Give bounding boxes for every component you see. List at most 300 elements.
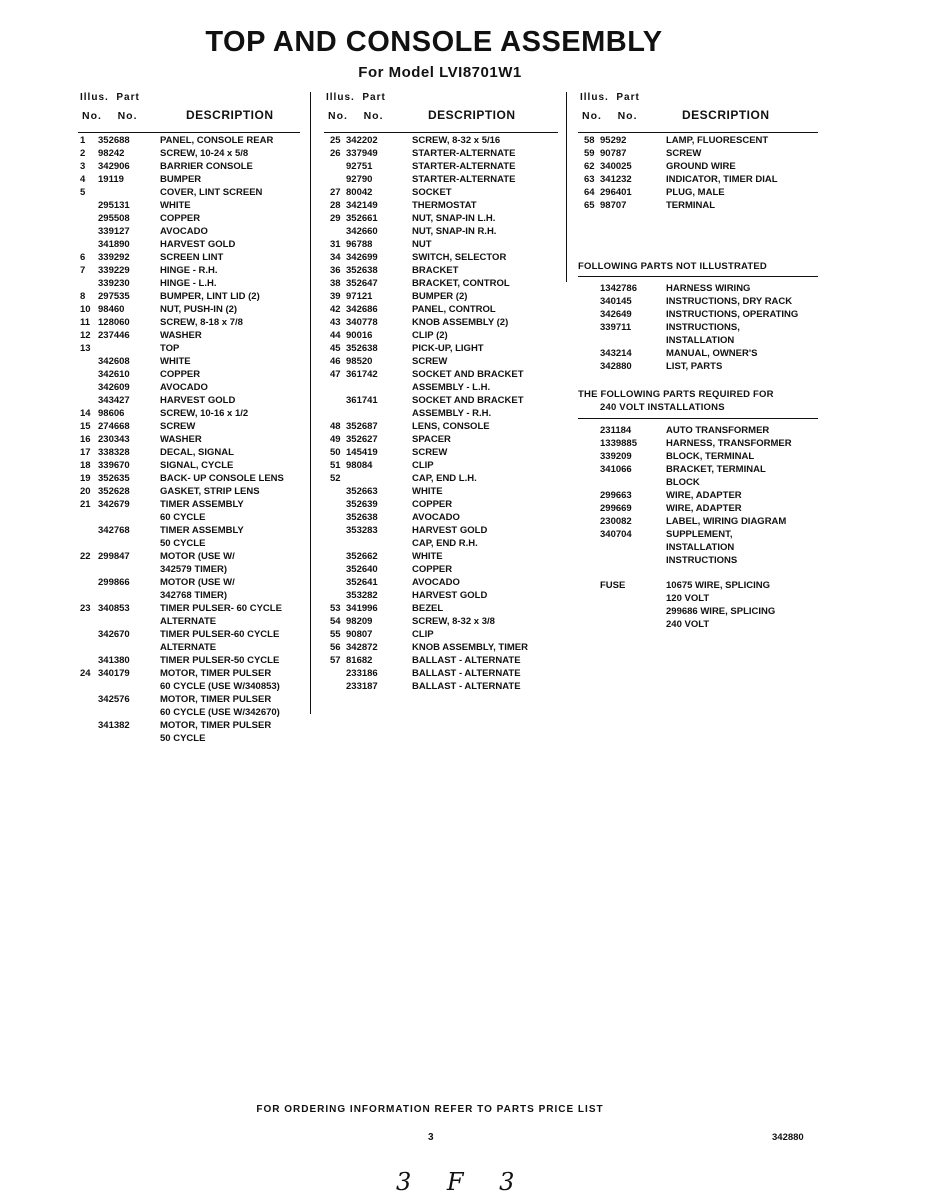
header-illus-part: Illus. Part: [580, 92, 640, 103]
part-description: LIST, PARTS: [666, 361, 723, 372]
part-description: WASHER: [160, 434, 202, 445]
part-description: NUT, SNAP-IN R.H.: [412, 226, 497, 237]
part-row: [324, 148, 558, 161]
part-number: 98606: [98, 408, 125, 419]
part-row: [78, 590, 300, 603]
handwritten-page-note: 3 F 3: [396, 1168, 529, 1196]
part-number: 80042: [346, 187, 373, 198]
part-row: [324, 343, 558, 356]
part-description: TOP: [160, 343, 180, 354]
part-description: HARVEST GOLD: [412, 525, 488, 536]
part-description: BACK- UP CONSOLE LENS: [160, 473, 284, 484]
illus-number: 24: [80, 668, 91, 679]
illus-number: 13: [80, 343, 91, 354]
part-row: [78, 187, 300, 200]
part-row: [578, 464, 818, 477]
part-description: BARRIER CONSOLE: [160, 161, 253, 172]
part-number: 230082: [600, 516, 632, 527]
part-number: 237446: [98, 330, 130, 341]
illus-number: 49: [330, 434, 341, 445]
part-description: 342768 TIMER): [160, 590, 228, 601]
part-description: WHITE: [412, 551, 443, 562]
part-description: TIMER PULSER-60 CYCLE: [160, 629, 280, 640]
part-description: MOTOR, TIMER PULSER: [160, 694, 272, 705]
part-row: [578, 425, 818, 438]
illus-number: 10: [80, 304, 91, 315]
part-number: 353283: [346, 525, 378, 536]
part-number: 342768: [98, 525, 130, 536]
section-rule: [578, 418, 818, 419]
part-row: [78, 226, 300, 239]
part-number: 338328: [98, 447, 130, 458]
part-row: [324, 291, 558, 304]
part-row: [78, 369, 300, 382]
part-number: 342699: [346, 252, 378, 263]
illus-number: 8: [80, 291, 86, 302]
part-number: 339292: [98, 252, 130, 263]
part-number: 92751: [346, 161, 373, 172]
part-description: BRACKET: [412, 265, 459, 276]
illus-number: 58: [584, 135, 595, 146]
parts-list: [324, 135, 558, 694]
part-number: 342149: [346, 200, 378, 211]
part-description: CAP, END L.H.: [412, 473, 477, 484]
240-volt-section: [578, 388, 818, 568]
part-description: KNOB ASSEMBLY, TIMER: [412, 642, 528, 653]
part-row: [324, 525, 558, 538]
illus-number: 14: [80, 408, 91, 419]
part-row: [78, 304, 300, 317]
illus-number: 64: [584, 187, 595, 198]
part-description: SCREW: [412, 356, 448, 367]
part-description: 60 CYCLE (USE W/342670): [160, 707, 280, 718]
part-description: 50 CYCLE: [160, 733, 206, 744]
part-description: INSTRUCTIONS: [666, 555, 738, 566]
part-row: [78, 616, 300, 629]
part-description: GROUND WIRE: [666, 161, 736, 172]
part-number: 343427: [98, 395, 130, 406]
part-number: 19119: [98, 174, 124, 185]
part-description: 120 VOLT: [666, 593, 710, 604]
part-description: MOTOR, TIMER PULSER: [160, 668, 272, 679]
part-description: THERMOSTAT: [412, 200, 477, 211]
part-description: COPPER: [160, 369, 201, 380]
part-number: 98242: [98, 148, 125, 159]
part-description: SOCKET: [412, 187, 452, 198]
part-number: 90807: [346, 629, 373, 640]
part-row: [78, 733, 300, 746]
part-description: SOCKET AND BRACKET: [412, 395, 524, 406]
part-row: [78, 525, 300, 538]
header-no: No. No.: [82, 110, 138, 122]
part-description: STARTER-ALTERNATE: [412, 174, 516, 185]
part-description: BRACKET, CONTROL: [412, 278, 510, 289]
part-row: [324, 369, 558, 382]
part-row: [578, 619, 818, 632]
part-description: SCREW, 10-16 x 1/2: [160, 408, 249, 419]
part-number: 352638: [346, 265, 378, 276]
illus-number: 4: [80, 174, 86, 185]
part-row: [324, 603, 558, 616]
part-description: INSTRUCTIONS, DRY RACK: [666, 296, 793, 307]
part-row: [78, 460, 300, 473]
part-row: [578, 555, 818, 568]
part-row: [78, 265, 300, 278]
part-description: SPACER: [412, 434, 451, 445]
illus-number: 65: [584, 200, 595, 211]
part-number: 340704: [600, 529, 632, 540]
part-number: 342609: [98, 382, 130, 393]
illus-number: 34: [330, 252, 341, 263]
part-description: AVOCADO: [160, 226, 208, 237]
model-subtitle: For Model LVI8701W1: [358, 64, 522, 81]
page-number: 3: [428, 1132, 434, 1143]
fuse-section: [578, 580, 818, 632]
part-description: AVOCADO: [412, 577, 460, 588]
illus-number: 31: [330, 239, 341, 250]
part-row: [578, 606, 818, 619]
header-no: No. No.: [328, 110, 384, 122]
part-row: [324, 187, 558, 200]
illus-number: 57: [330, 655, 341, 666]
part-row: [578, 490, 818, 503]
illus-number: 26: [330, 148, 341, 159]
part-number: 296401: [600, 187, 632, 198]
illus-number: 7: [80, 265, 86, 276]
illus-number: 27: [330, 187, 341, 198]
part-row: [78, 629, 300, 642]
part-number: 341890: [98, 239, 130, 250]
part-description: ASSEMBLY - R.H.: [412, 408, 492, 419]
illus-number: 63: [584, 174, 595, 185]
ordering-footer: FOR ORDERING INFORMATION REFER TO PARTS PRICE LIST: [256, 1104, 604, 1115]
part-description: GASKET, STRIP LENS: [160, 486, 260, 497]
illus-number: 25: [330, 135, 341, 146]
part-row: [324, 473, 558, 486]
part-number: 339670: [98, 460, 130, 471]
part-row: [324, 655, 558, 668]
part-row: [578, 148, 818, 161]
part-number: 98460: [98, 304, 125, 315]
part-description: AUTO TRANSFORMER: [666, 425, 770, 436]
illus-number: 18: [80, 460, 91, 471]
part-description: INDICATOR, TIMER DIAL: [666, 174, 778, 185]
part-number: 339127: [98, 226, 130, 237]
part-description: AVOCADO: [160, 382, 208, 393]
part-row: [578, 438, 818, 451]
illus-number: 12: [80, 330, 91, 341]
part-row: [78, 538, 300, 551]
part-row: [78, 213, 300, 226]
part-row: [324, 577, 558, 590]
part-number: 341380: [98, 655, 130, 666]
part-description: STARTER-ALTERNATE: [412, 161, 516, 172]
part-row: [324, 486, 558, 499]
part-description: 60 CYCLE: [160, 512, 206, 523]
illus-number: 11: [80, 317, 91, 328]
part-row: [324, 317, 558, 330]
part-number: 352661: [346, 213, 378, 224]
part-number: 81682: [346, 655, 373, 666]
column-header: [324, 92, 558, 132]
part-description: CAP, END R.H.: [412, 538, 478, 549]
part-description: 10675 WIRE, SPLICING: [666, 580, 771, 591]
part-number: 233187: [346, 681, 378, 692]
part-description: TIMER ASSEMBLY: [160, 499, 244, 510]
part-number: 352628: [98, 486, 130, 497]
part-description: ALTERNATE: [160, 616, 217, 627]
part-number: 90787: [600, 148, 627, 159]
part-row: [578, 477, 818, 490]
part-row: [578, 593, 818, 606]
part-row: [78, 252, 300, 265]
part-description: 299686 WIRE, SPLICING: [666, 606, 776, 617]
part-number: 342576: [98, 694, 130, 705]
illus-number: 46: [330, 356, 341, 367]
part-description: INSTRUCTIONS, OPERATING: [666, 309, 799, 320]
part-description: SCREW: [666, 148, 702, 159]
header-rule: [324, 132, 558, 133]
part-row: [324, 681, 558, 694]
part-row: [578, 135, 818, 148]
part-description: HARNESS WIRING: [666, 283, 751, 294]
part-row: [324, 551, 558, 564]
240-volt-heading-line-1: THE FOLLOWING PARTS REQUIRED FOR: [578, 389, 774, 400]
header-description: DESCRIPTION: [682, 108, 770, 122]
part-number: 342906: [98, 161, 130, 172]
illus-number: 6: [80, 252, 86, 263]
240-volt-list: [578, 425, 818, 568]
header-rule: [78, 132, 300, 133]
illus-number: 43: [330, 317, 341, 328]
parts-column-1: [78, 92, 300, 746]
part-number: 92790: [346, 174, 373, 185]
part-row: [78, 382, 300, 395]
part-row: [324, 382, 558, 395]
part-row: [78, 278, 300, 291]
part-number: 231184: [600, 425, 632, 436]
part-description: 240 VOLT: [666, 619, 710, 630]
part-description: STARTER-ALTERNATE: [412, 148, 516, 159]
part-row: [578, 529, 818, 542]
part-number: FUSE: [600, 580, 626, 591]
part-row: [78, 161, 300, 174]
part-description: SCREW, 8-32 x 5/16: [412, 135, 501, 146]
illus-number: 44: [330, 330, 341, 341]
part-number: 97121: [346, 291, 373, 302]
part-row: [324, 408, 558, 421]
part-row: [578, 283, 818, 296]
part-number: 342649: [600, 309, 632, 320]
part-row: [578, 187, 818, 200]
illus-number: 28: [330, 200, 341, 211]
part-description: NUT: [412, 239, 432, 250]
part-description: 50 CYCLE: [160, 538, 206, 549]
part-row: [78, 564, 300, 577]
part-description: SUPPLEMENT,: [666, 529, 733, 540]
part-row: [324, 356, 558, 369]
part-number: 342608: [98, 356, 130, 367]
parts-list: [578, 135, 818, 213]
not-illustrated-heading: FOLLOWING PARTS NOT ILLUSTRATED: [578, 261, 767, 272]
part-row: [324, 564, 558, 577]
illus-number: 53: [330, 603, 341, 614]
part-number: 342610: [98, 369, 130, 380]
part-row: [324, 447, 558, 460]
part-number: 352687: [346, 421, 378, 432]
part-row: [78, 512, 300, 525]
part-number: 352663: [346, 486, 378, 497]
part-number: 352638: [346, 512, 378, 523]
part-description: LAMP, FLUORESCENT: [666, 135, 769, 146]
part-description: HARNESS, TRANSFORMER: [666, 438, 792, 449]
header-illus-part: Illus. Part: [80, 92, 140, 103]
header-description: DESCRIPTION: [186, 108, 274, 122]
part-description: SCREW, 8-32 x 3/8: [412, 616, 495, 627]
part-description: BUMPER (2): [412, 291, 468, 302]
part-row: [324, 499, 558, 512]
part-row: [78, 135, 300, 148]
part-description: SOCKET AND BRACKET: [412, 369, 524, 380]
part-description: INSTALLATION: [666, 335, 735, 346]
part-description: SCREW, 8-18 x 7/8: [160, 317, 243, 328]
part-row: [578, 296, 818, 309]
part-row: [78, 486, 300, 499]
illus-number: 42: [330, 304, 341, 315]
part-description: CLIP: [412, 629, 434, 640]
part-row: [578, 580, 818, 593]
part-row: [78, 447, 300, 460]
part-description: BEZEL: [412, 603, 444, 614]
part-row: [578, 322, 818, 335]
part-number: 341232: [600, 174, 632, 185]
part-description: TIMER PULSER-50 CYCLE: [160, 655, 280, 666]
part-row: [78, 421, 300, 434]
part-number: 342202: [346, 135, 378, 146]
part-row: [78, 499, 300, 512]
part-number: 98209: [346, 616, 373, 627]
part-description: COPPER: [412, 564, 453, 575]
part-row: [578, 361, 818, 374]
part-row: [78, 473, 300, 486]
part-number: 342679: [98, 499, 130, 510]
part-row: [578, 542, 818, 555]
part-description: BRACKET, TERMINAL: [666, 464, 766, 475]
part-row: [324, 421, 558, 434]
page-title: TOP AND CONSOLE ASSEMBLY: [205, 26, 663, 58]
illus-number: 19: [80, 473, 91, 484]
part-row: [324, 239, 558, 252]
part-number: 230343: [98, 434, 130, 445]
illus-number: 48: [330, 421, 341, 432]
part-number: 342880: [600, 361, 632, 372]
part-description: MOTOR, TIMER PULSER: [160, 720, 272, 731]
part-row: [578, 335, 818, 348]
part-row: [78, 434, 300, 447]
part-description: WASHER: [160, 330, 202, 341]
part-description: BALLAST - ALTERNATE: [412, 655, 521, 666]
part-number: 352639: [346, 499, 378, 510]
part-row: [78, 707, 300, 720]
part-number: 352641: [346, 577, 378, 588]
part-row: [324, 135, 558, 148]
part-row: [324, 174, 558, 187]
part-description: AVOCADO: [412, 512, 460, 523]
240-volt-heading-line-2: 240 VOLT INSTALLATIONS: [600, 402, 725, 413]
not-illustrated-section: [578, 261, 818, 374]
column-divider: [310, 92, 311, 714]
part-row: [578, 451, 818, 464]
part-row: [578, 516, 818, 529]
part-row: [578, 348, 818, 361]
part-description: HARVEST GOLD: [160, 239, 236, 250]
part-row: [78, 317, 300, 330]
illus-number: 59: [584, 148, 595, 159]
part-number: 98520: [346, 356, 373, 367]
part-number: 339209: [600, 451, 632, 462]
part-number: 299663: [600, 490, 632, 501]
part-description: DECAL, SIGNAL: [160, 447, 234, 458]
illus-number: 21: [80, 499, 91, 510]
part-number: 352647: [346, 278, 378, 289]
part-number: 339229: [98, 265, 130, 276]
illus-number: 3: [80, 161, 86, 172]
part-row: [78, 577, 300, 590]
part-description: ASSEMBLY - L.H.: [412, 382, 491, 393]
illus-number: 17: [80, 447, 91, 458]
part-description: BALLAST - ALTERNATE: [412, 681, 521, 692]
part-description: TERMINAL: [666, 200, 716, 211]
part-row: [78, 200, 300, 213]
illus-number: 22: [80, 551, 91, 562]
part-description: COVER, LINT SCREEN: [160, 187, 263, 198]
part-description: INSTALLATION: [666, 542, 735, 553]
illus-number: 29: [330, 213, 341, 224]
part-description: HARVEST GOLD: [160, 395, 236, 406]
part-row: [78, 720, 300, 733]
part-row: [578, 309, 818, 322]
part-number: 145419: [346, 447, 378, 458]
part-number: 341066: [600, 464, 632, 475]
part-number: 98707: [600, 200, 627, 211]
part-description: BALLAST - ALTERNATE: [412, 668, 521, 679]
illus-number: 55: [330, 629, 341, 640]
header-illus-part: Illus. Part: [326, 92, 386, 103]
part-row: [78, 343, 300, 356]
part-description: BUMPER, LINT LID (2): [160, 291, 260, 302]
part-description: MANUAL, OWNER'S: [666, 348, 758, 359]
part-row: [78, 148, 300, 161]
part-description: SIGNAL, CYCLE: [160, 460, 234, 471]
part-description: WHITE: [160, 356, 191, 367]
part-row: [578, 503, 818, 516]
part-description: 342579 TIMER): [160, 564, 228, 575]
part-description: PANEL, CONSOLE REAR: [160, 135, 274, 146]
part-number: 1342786: [600, 283, 637, 294]
part-row: [324, 512, 558, 525]
part-row: [78, 681, 300, 694]
part-description: BLOCK: [666, 477, 700, 488]
illus-number: 56: [330, 642, 341, 653]
illus-number: 52: [330, 473, 341, 484]
part-description: PLUG, MALE: [666, 187, 725, 198]
fuse-list: [578, 580, 818, 632]
illus-number: 23: [80, 603, 91, 614]
part-number: 340145: [600, 296, 632, 307]
part-description: SWITCH, SELECTOR: [412, 252, 507, 263]
part-number: 352638: [346, 343, 378, 354]
column-header: [578, 92, 818, 132]
